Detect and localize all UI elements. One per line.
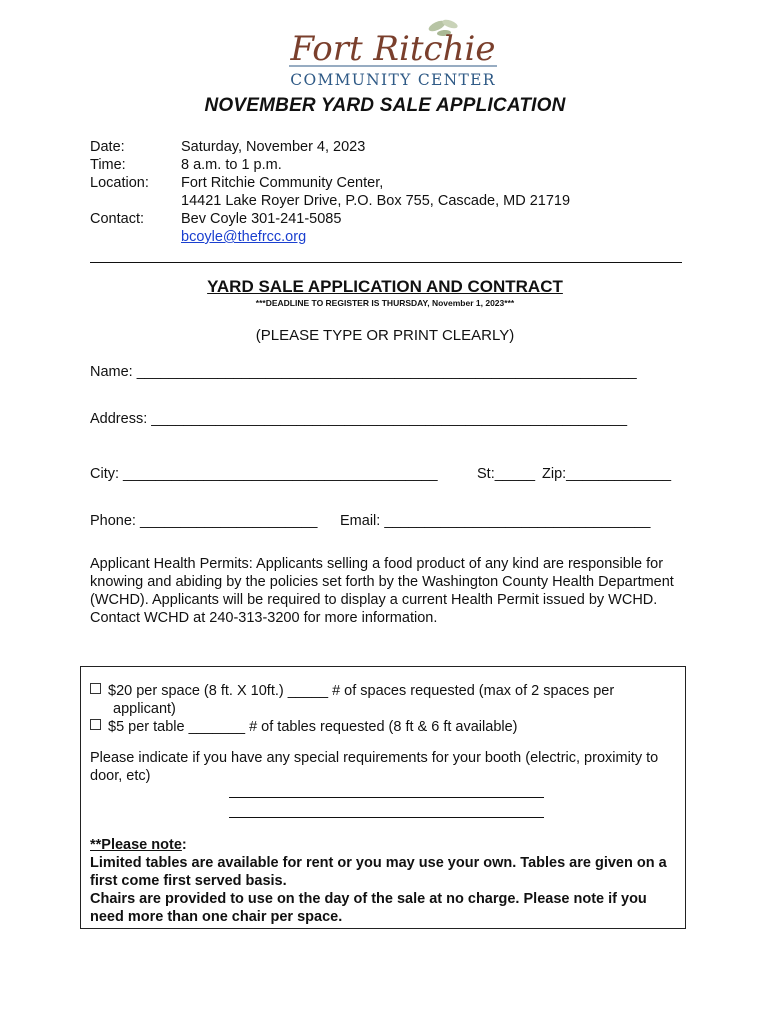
space-option-continued: applicant) (113, 701, 176, 717)
email-field[interactable]: Email: _________________________________ (340, 513, 651, 529)
time-row (90, 156, 570, 174)
contact-email-link[interactable]: bcoyle@thefrcc.org (181, 229, 307, 245)
health-contact-text: Contact WCHD at 240-313-3200 for more information. (90, 610, 438, 626)
date-label: Date: (90, 139, 125, 155)
table-option (90, 718, 518, 736)
time-value: 8 a.m. to 1 p.m. (181, 157, 282, 173)
state-field[interactable]: St:_____ (477, 466, 536, 482)
date-row (90, 138, 570, 156)
location-value-line2: 14421 Lake Royer Drive, P.O. Box 755, Cascade, MD 21719 (181, 193, 571, 209)
contact-value: Bev Coyle 301-241-5085 (181, 211, 342, 227)
contact-label: Contact: (90, 211, 144, 227)
section-divider (90, 262, 682, 263)
address-field[interactable]: Address: ___________________________________________________________ (90, 411, 628, 427)
time-label: Time: (90, 157, 126, 173)
health-permit-section (90, 555, 690, 627)
name-field[interactable]: Name: ______________________________________________________________ (90, 364, 637, 380)
health-permit-text: Applicant Health Permits: Applicants selling a food product of any kind are responsible for knowing and abiding by the policies set forth by the Washington County Health Department (WCHD). Applicants will be required to display a current Health Permit issued by WCHD. (90, 556, 674, 608)
phone-field[interactable]: Phone: ______________________ (90, 513, 318, 529)
contact-row (90, 210, 570, 246)
city-field[interactable]: City: _______________________________________ (90, 466, 438, 482)
zip-field[interactable]: Zip:_____________ (542, 466, 672, 482)
logo-graphic (287, 16, 499, 94)
table-option-text: $5 per table _______ # of tables requested (8 ft & 6 ft available) (108, 719, 518, 735)
requirements-line-1[interactable] (229, 797, 544, 798)
note-chairs-text: Chairs are provided to use on the day of the sale at no charge. Please note if you need more than one chair per space. (90, 891, 647, 925)
logo-community-text: COMMUNITY CENTER (290, 71, 496, 89)
date-value: Saturday, November 4, 2023 (181, 139, 366, 155)
community-center-logo (287, 16, 499, 94)
please-note-section (90, 836, 682, 926)
note-tables-text: Limited tables are available for rent or you may use your own. Tables are given on a first come first served basis. (90, 855, 667, 889)
note-heading: **Please note: (90, 837, 187, 853)
special-requirements-text: Please indicate if you have any special requirements for your booth (electric, proximity to door, etc) (90, 750, 659, 784)
space-checkbox[interactable] (90, 683, 101, 694)
print-instructions: (PLEASE TYPE OR PRINT CLEARLY) (255, 327, 515, 344)
space-option (90, 682, 614, 700)
table-checkbox[interactable] (90, 719, 101, 730)
location-row (90, 174, 570, 210)
note-heading-text: **Please note (90, 837, 182, 853)
location-value-line1: Fort Ritchie Community Center, (181, 175, 384, 191)
deadline-notice: ***DEADLINE TO REGISTER IS THURSDAY, November 1, 2023*** (255, 298, 515, 308)
contract-title: YARD SALE APPLICATION AND CONTRACT (207, 277, 563, 296)
location-label: Location: (90, 175, 149, 191)
event-info (90, 138, 570, 246)
logo-script-text: Fort Ritchie (290, 29, 496, 69)
space-option-text: $20 per space (8 ft. X 10ft.) _____ # of spaces requested (max of 2 spaces per (108, 683, 615, 699)
requirements-line-2[interactable] (229, 817, 544, 818)
page-title: NOVEMBER YARD SALE APPLICATION (204, 95, 566, 116)
